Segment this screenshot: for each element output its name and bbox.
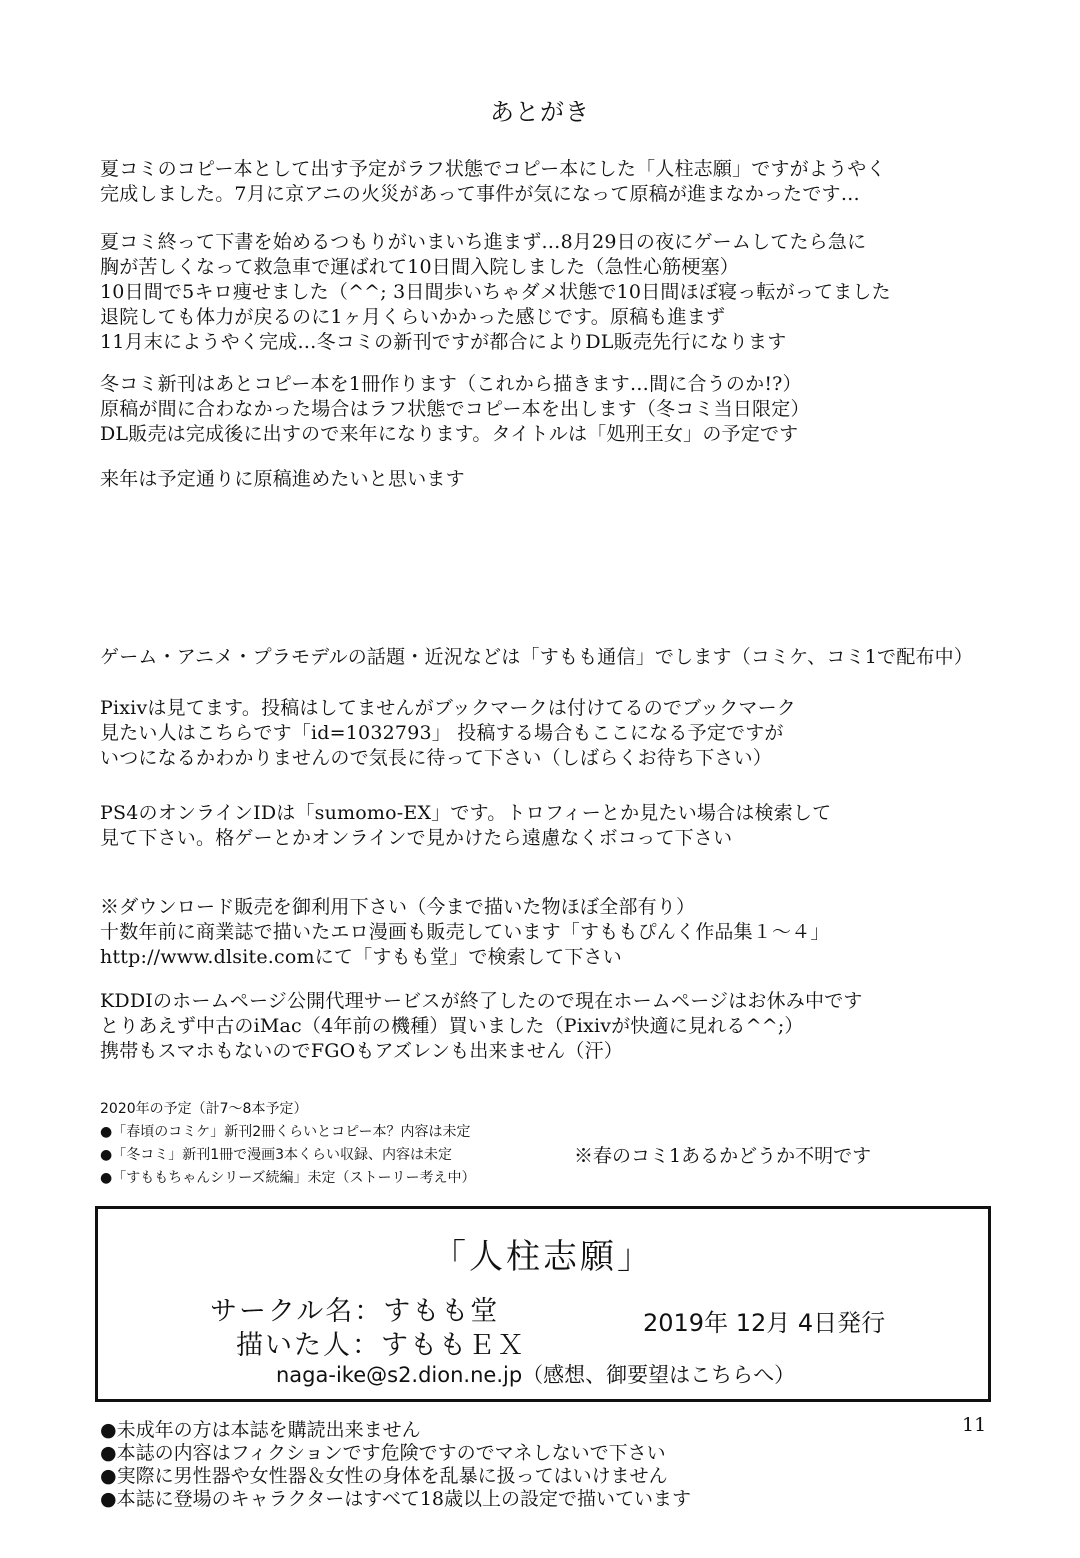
text-line: DL販売は完成後に出すので来年になります。タイトルは「処刑王女」の予定です bbox=[100, 423, 799, 445]
text-line: PS4のオンラインIDは「sumomo-EX」です。トロフィーとか見たい場合は検索して bbox=[100, 802, 832, 824]
warning-item: ●本誌に登場のキャラクターはすべて18歳以上の設定で描いています bbox=[100, 1488, 691, 1510]
paragraph-1 bbox=[100, 157, 886, 207]
schedule-list bbox=[100, 1098, 476, 1190]
paragraph-3 bbox=[100, 372, 810, 447]
text-line: 冬コミ新刊はあとコピー本を1冊作ります（これから描きます…間に合うのか!?） bbox=[100, 373, 802, 395]
paragraph-2 bbox=[100, 230, 891, 355]
contact-email: naga-ike@s2.dion.ne.jp（感想、御要望はこちらへ） bbox=[276, 1363, 796, 1387]
text-line: 夏コミのコピー本として出す予定がラフ状態でコピー本にした「人柱志願」ですがようやく bbox=[100, 158, 886, 180]
text-line: 10日間で5キロ痩せました（^^; 3日間歩いちゃダメ状態で10日間ほぼ寝っ転がってました bbox=[100, 281, 891, 303]
warning-item: ●未成年の方は本誌を購読出来ません bbox=[100, 1419, 421, 1441]
text-line: KDDIのホームページ公開代理サービスが終了したので現在ホームページはお休み中です bbox=[100, 990, 863, 1012]
text-line: http://www.dlsite.comにて「すもも堂」で検索して下さい bbox=[100, 946, 622, 968]
text-line: 夏コミ終って下書を始めるつもりがいまいち進まず…8月29日の夜にゲームしてたら急に bbox=[100, 231, 867, 253]
text-line: 見たい人はこちらです「id=1032793」 投稿する場合もここになる予定ですが bbox=[100, 722, 784, 744]
book-title: 「人柱志願」 bbox=[432, 1237, 654, 1277]
warning-item: ●実際に男性器や女性器＆女性の身体を乱暴に扱ってはいけません bbox=[100, 1465, 668, 1487]
schedule-item: ●「冬コミ」新刊1冊で漫画3本くらい収録、内容は未定 bbox=[100, 1147, 453, 1163]
page-title: あとがき bbox=[490, 98, 590, 126]
warnings-list bbox=[100, 1419, 691, 1511]
colophon-box bbox=[95, 1206, 991, 1402]
publish-date: 2019年 12月 4日発行 bbox=[643, 1309, 886, 1337]
text-line: ゲーム・アニメ・プラモデルの話題・近況などは「すもも通信」でします（コミケ、コミ1で配布中） bbox=[100, 646, 974, 668]
text-line: 原稿が間に合わなかった場合はラフ状態でコピー本を出します（冬コミ当日限定） bbox=[100, 398, 810, 420]
text-line: 完成しました。7月に京アニの火災があって事件が気になって原稿が進まなかったです… bbox=[100, 183, 860, 205]
paragraph-7 bbox=[100, 801, 831, 851]
paragraph-6 bbox=[100, 696, 796, 771]
paragraph-8 bbox=[100, 895, 830, 970]
author-name: 描いた人：すももＥＸ bbox=[236, 1330, 526, 1361]
schedule-item: ●「春頃のコミケ」新刊2冊くらいとコピー本？内容は未定 bbox=[100, 1124, 471, 1140]
text-line: 退院しても体力が戻るのに1ヶ月くらいかかった感じです。原稿も進まず bbox=[100, 306, 726, 328]
text-line: 携帯もスマホもないのでFGOもアズレンも出来ません（汗） bbox=[100, 1040, 623, 1062]
text-line: とりあえず中古のiMac（4年前の機種）買いました（Pixivが快適に見れる^^;） bbox=[100, 1015, 804, 1037]
text-line: 十数年前に商業誌で描いたエロ漫画も販売しています「すももぴんく作品集１～４」 bbox=[100, 921, 830, 943]
text-line: 見て下さい。格ゲーとかオンラインで見かけたら遠慮なくボコって下さい bbox=[100, 827, 733, 849]
text-line: 来年は予定通りに原稿進めたいと思います bbox=[100, 468, 465, 490]
schedule-item: ●「すももちゃんシリーズ続編」未定（ストーリー考え中） bbox=[100, 1170, 476, 1186]
text-line: いつになるかわかりませんので気長に待って下さい（しばらくお待ち下さい） bbox=[100, 747, 773, 769]
page-number: 11 bbox=[962, 1414, 987, 1436]
paragraph-4 bbox=[100, 467, 465, 492]
text-line: 11月末にようやく完成…冬コミの新刊ですが都合によりDL販売先行になります bbox=[100, 331, 787, 353]
text-line: ※ダウンロード販売を御利用下さい（今まで描いた物ほぼ全部有り） bbox=[100, 896, 696, 918]
schedule-heading: 2020年の予定（計7～8本予定） bbox=[100, 1101, 308, 1117]
warning-item: ●本誌の内容はフィクションです危険ですのでマネしないで下さい bbox=[100, 1442, 666, 1464]
text-line: 胸が苦しくなって救急車で運ばれて10日間入院しました（急性心筋梗塞） bbox=[100, 256, 739, 278]
circle-name: サークル名：すもも堂 bbox=[210, 1296, 500, 1327]
text-line: Pixivは見てます。投稿はしてませんがブックマークは付けてるのでブックマーク bbox=[100, 697, 797, 719]
schedule-note: ※春のコミ1あるかどうか不明です bbox=[574, 1145, 872, 1167]
paragraph-9 bbox=[100, 989, 863, 1064]
paragraph-5 bbox=[100, 645, 973, 670]
